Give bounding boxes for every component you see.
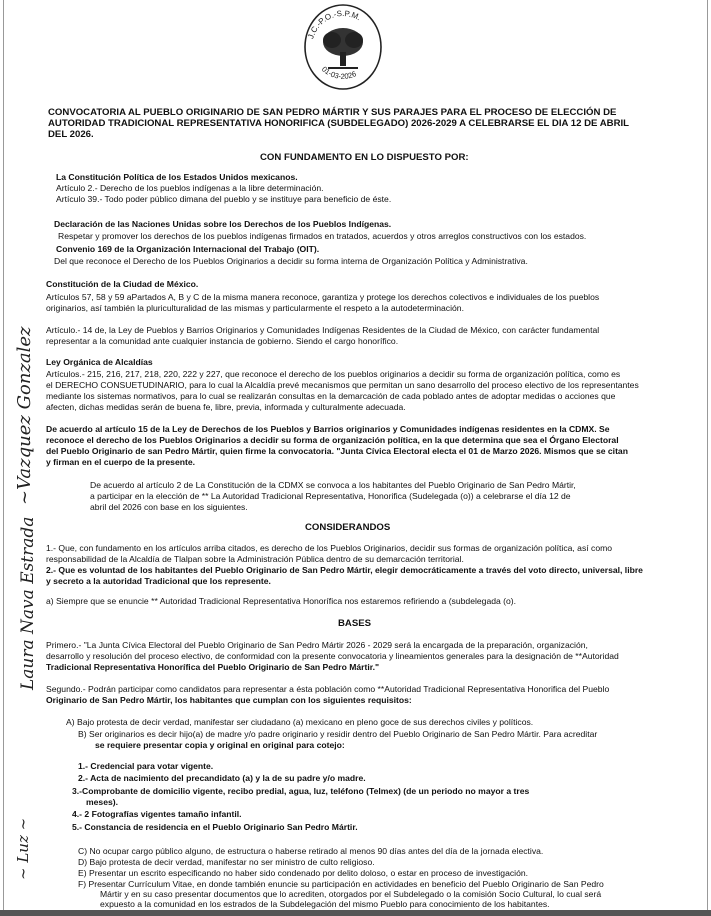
acuerdo-line-3: del Pueblo Originario de san Pedro Mártir, quien firme la convocatoria. "Junta Cívica Electoral electa el 01 de Marzo 2026. Mismos que se citan	[46, 446, 628, 456]
bottom-scan-edge	[0, 910, 711, 916]
req-f1: F) Presentar Currículum Vitae, en donde también enuncie su participación en actividades en beneficio del Pueblo Originario de San Pedro	[78, 879, 604, 889]
onu-text: Respetar y promover los derechos de los pueblos indígenas firmados en tratados, acuerdos y otros arreglos constructivos con los estados.	[58, 231, 587, 241]
req-e: E) Presentar un escrito especificando no haber sido condenado por delito doloso, o estar en proceso de investigación.	[78, 868, 529, 878]
onu-title: Declaración de las Naciones Unidas sobre los Derechos de los Pueblos Indígenas.	[54, 219, 392, 229]
margin-signature: ~Vazquez Gonzalez	[14, 326, 35, 505]
acuerdo-line-2: reconoce el derecho de los Pueblos Originarios a decidir su forma de organización política, en la que determina que sea el Órgano Electoral	[46, 435, 619, 445]
header-line-2: AUTORIDAD TRADICIONAL REPRESENTATIVA HONORIFICA (SUBDELEGADO) 2026-2029 A CELEBRARSE EL DIA 12 DE ABRIL	[48, 118, 630, 129]
req-a: A) Bajo protesta de decir verdad, manifestar ser ciudadano (a) mexicano en pleno goce de sus derechos civiles y políticos.	[66, 717, 534, 727]
considerando-1a: 1.- Que, con fundamento en los artículos arriba citados, es derecho de los Pueblos Originarios, decidir sus formas de organización política, así como	[46, 543, 613, 553]
margin-signature-3: ~ Luz ~	[14, 817, 32, 880]
req-b1: B) Ser originarios es decir hijo(a) de madre y/o padre originario y residir dentro del Pueblo Originario de San Pedro Mártir. Para acreditar	[78, 729, 598, 739]
header-line-3: DEL 2026.	[48, 129, 94, 140]
req-f2: Mártir y en su caso presentar documentos que lo acrediten, otorgados por el Subdelegado o la comisión Socio Cultural, lo cual será	[100, 889, 602, 899]
considerando-2b: y secreto a la autoridad Tradicional que los represente.	[46, 576, 271, 586]
considerandos-title: CONSIDERANDOS	[305, 522, 391, 533]
cdmx-line-2: originarios, así también la pluriculturalidad de las mismas y particularmente el respeto a la autodeterminación.	[46, 303, 464, 313]
bases-title: BASES	[338, 618, 372, 629]
segundo-line-1: Segundo.- Podrán participar como candidatos para representar a ésta población como **Autoridad Tradicional Representativa Honorifica del Pueblo	[46, 684, 610, 694]
alcaldias-line-3: mediante los sistemas normativos, para lo cual se realizarán consultas en la demarcación de cada poblado antes de adoptar medidas o acciones que	[46, 391, 616, 401]
doc-4: 4.- 2 Fotografías vigentes tamaño infantil.	[72, 809, 242, 819]
left-scan-edge	[3, 0, 4, 916]
convoca-line-2: a participar en la elección de ** La Autoridad Tradicional Representativa, Honorifica (Sudelegada (o)) a celebrarse el día 12 de	[90, 491, 571, 501]
segundo-line-2: Originario de San Pedro Mártir, los habitantes que cumplan con los siguientes requisitos:	[46, 695, 412, 705]
constitucion-title: La Constitución Política de los Estados Unidos mexicanos.	[56, 172, 298, 182]
ley-line-1: Artículo.- 14 de, la Ley de Pueblos y Barrios Originarios y Comunidades Indígenas Residentes de la Ciudad de México, con carácter fundamental	[46, 325, 600, 335]
cdmx-line-1: Artículos 57, 58 y 59 aPartados A, B y C de la misma manera reconoce, garantiza y protege los derechos colectivos e individuales de los pueblos	[46, 292, 600, 302]
doc-5: 5.- Constancia de residencia en el Pueblo Originario San Pedro Mártir.	[72, 822, 358, 832]
alcaldias-line-2: el DERECHO CONSUETUDINARIO, para lo cual la Alcaldía prevé mecanismos que permitan un sano desarrollo del proceso electivo de los representantes	[46, 380, 639, 390]
considerando-1b: responsabilidad de la Alcaldía de Tlalpan sobre la Administración Pública dentro de su demarcación territorial.	[46, 554, 464, 564]
seal-date: 01-03-2026	[319, 64, 358, 81]
constitucion-art2: Artículo 2.- Derecho de los pueblos indígenas a la libre determinación.	[56, 183, 324, 193]
constitucion-art39: Artículo 39.- Todo poder público dimana del pueblo y se instituye para beneficio de éste.	[56, 194, 392, 204]
electoral-seal	[302, 2, 384, 92]
req-c: C) No ocupar cargo público alguno, de estructura o haberse retirado al menos 90 días antes del día de la jornada electiva.	[78, 846, 544, 856]
header-line-1: CONVOCATORIA AL PUEBLO ORIGINARIO DE SAN PEDRO MÁRTIR Y SUS PARAJES PARA EL PROCESO DE ELECCIÓN DE	[48, 107, 617, 118]
primero-line-2: desarrollo y resolución del proceso electivo, de conformidad con la presente convocatoria y lineamientos generales para la designación de **Autoridad	[46, 651, 619, 661]
seal-top-text: J.C.-P.O.-S.P.M.	[306, 8, 363, 40]
convoca-line-3: abril del 2026 con base en los siguientes.	[90, 502, 248, 512]
ley-line-2: representar a la comunidad ante cualquier instancia de gobierno. Siendo el cargo honorífico.	[46, 336, 399, 346]
oit-text: Del que reconoce el Derecho de los Pueblos Originarios a decidir su forma interna de Organización Política y Administrativa.	[54, 256, 528, 266]
req-d: D) Bajo protesta de decir verdad, manifestar no ser ministro de culto religioso.	[78, 857, 375, 867]
convoca-line-1: De acuerdo al artículo 2 de La Constitución de la CDMX se convoca a los habitantes del Pueblo Originario de San Pedro Mártir,	[90, 480, 576, 490]
acuerdo-line-4: y firman en el cuerpo de la presente.	[46, 457, 196, 467]
margin-signature-2: Laura Nava Estrada	[18, 516, 38, 690]
considerando-a: a) Siempre que se enuncie ** Autoridad Tradicional Representativa Honorífica nos estaremos refiriendo a (subdelegada (o).	[46, 596, 517, 606]
tree-icon	[323, 28, 363, 68]
req-b2: se requiere presentar copia y original en original para cotejo:	[95, 740, 345, 750]
acuerdo-line-1: De acuerdo al artículo 15 de la Ley de Derechos de los Pueblos y Barrios originarios y Comunidades indígenas residentes en la CDMX. Se	[46, 424, 610, 434]
alcaldias-line-1: Artículos.- 215, 216, 217, 218, 220, 222 y 227, que reconoce el derecho de los pueblos originarios a decidir su forma de organización política, como es	[46, 369, 621, 379]
alcaldias-line-4: afecten, dichas medidas serán de buena fe, libre, previa, informada y culturalmente adecuada.	[46, 402, 406, 412]
primero-line-1: Primero.- "La Junta Cívica Electoral del Pueblo Originario de San Pedro Mártir 2026 - 2029 será la encargada de la preparación, organización,	[46, 640, 588, 650]
cdmx-title: Constitución de la Ciudad de México.	[46, 279, 199, 289]
doc-2: 2.- Acta de nacimiento del precandidato (a) y la de su padre y/o madre.	[78, 773, 366, 783]
doc-3b: meses).	[86, 797, 119, 807]
right-scan-edge	[707, 0, 708, 916]
doc-1: 1.- Credencial para votar vigente.	[78, 761, 214, 771]
considerando-2a: 2.- Que es voluntad de los habitantes del Pueblo Originario de San Pedro Mártir, elegir democráticamente a través del voto directo, universal, libre	[46, 565, 643, 575]
doc-3a: 3.-Comprobante de domicilio vigente, recibo predial, agua, luz, teléfono (Telmex) (de un periodo no mayor a tres	[72, 786, 530, 796]
alcaldias-title: Ley Orgánica de Alcaldías	[46, 357, 153, 367]
primero-line-3: Tradicional Representativa Honorífica del Pueblo Originario de San Pedro Mártir."	[46, 662, 380, 672]
oit-title: Convenio 169 de la Organización Internacional del Trabajo (OIT).	[56, 244, 320, 254]
fundamento-title: CON FUNDAMENTO EN LO DISPUESTO POR:	[260, 152, 469, 163]
req-f3: expuesto a la comunidad en los estrados de la Subdelegación del mismo Pueblo para conocimiento de los habitantes.	[100, 899, 550, 909]
